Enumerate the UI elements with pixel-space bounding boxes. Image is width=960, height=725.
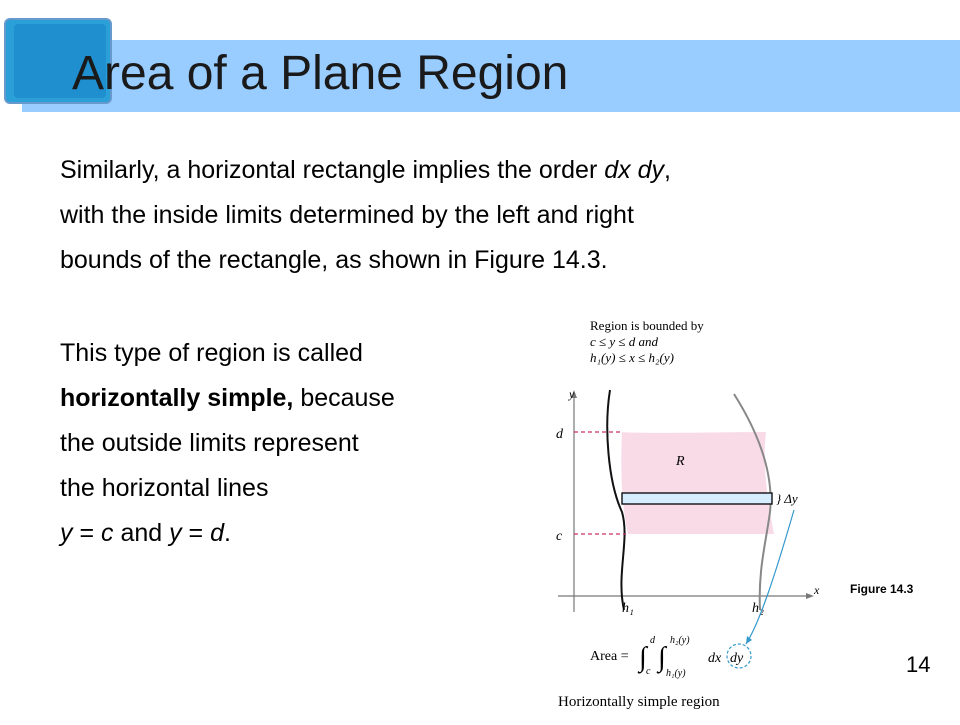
figure-14-3: [546, 312, 846, 720]
var-y: y: [169, 519, 182, 547]
text-run: =: [181, 519, 211, 547]
figure-caption: Figure 14.3: [850, 582, 914, 596]
integral-inner-lower: h₁(y): [666, 668, 686, 679]
x-axis-arrow: [806, 593, 814, 599]
paragraph-1-line-1: [60, 148, 860, 193]
paragraph-2-line-1: This type of region is called: [60, 339, 363, 367]
paragraph-2-line-5: [60, 511, 500, 556]
var-y: y: [60, 519, 73, 547]
slide-title: Area of a Plane Region: [72, 47, 569, 100]
integral-inner: ∫: [658, 642, 666, 673]
dy-term: dy: [730, 651, 744, 666]
paragraph-1-line-3: bounds of the rectangle, as shown in Figure 14.3.: [60, 246, 608, 274]
text-run: ,: [663, 156, 671, 184]
label-R: R: [676, 454, 685, 469]
label-h1: h₁: [622, 601, 634, 616]
dx-dy-italic: dx dy: [604, 156, 664, 184]
label-h2: h₂: [752, 601, 764, 616]
paragraph-1-line-2: with the inside limits determined by the left and right: [60, 201, 634, 229]
figure-note-line-2: c ≤ y ≤ d and: [590, 334, 659, 349]
label-d: d: [556, 427, 563, 442]
paragraph-2-line-2: [60, 376, 500, 421]
integral-outer: ∫: [639, 642, 647, 673]
paragraph-1: [60, 148, 860, 283]
x-axis-label: x: [814, 583, 820, 597]
figure-note-line-1: Region is bounded by: [590, 318, 704, 333]
var-c: c: [101, 519, 114, 547]
paragraph-2: [60, 331, 500, 556]
region-R: [621, 432, 774, 534]
text-run: Similarly, a horizontal rectangle implies the order: [60, 156, 605, 184]
horizontal-rectangle: [622, 493, 772, 504]
page-number: 14: [906, 652, 931, 677]
text-run: =: [72, 519, 101, 547]
dx-term: dx: [708, 651, 722, 666]
paragraph-2-line-3: the outside limits represent: [60, 429, 359, 457]
text-run: .: [224, 519, 231, 547]
y-axis-label: y: [569, 387, 575, 401]
text-run: because: [293, 384, 395, 412]
integral-outer-lower: c: [646, 666, 651, 677]
bold-term: horizontally simple,: [60, 384, 294, 412]
pointer-arrowhead: [746, 636, 752, 644]
integral-outer-upper: d: [650, 635, 655, 646]
var-d: d: [210, 519, 225, 547]
label-c: c: [556, 529, 563, 544]
figure-note-line-3: h₁(y) ≤ x ≤ h₂(y): [590, 350, 674, 365]
figure-diagram: [546, 312, 846, 720]
label-delta-y: } Δy: [776, 491, 798, 506]
integral-inner-upper: h₂(y): [670, 635, 690, 646]
text-run: and: [113, 519, 170, 547]
area-label: Area =: [590, 649, 629, 664]
paragraph-2-line-4: the horizontal lines: [60, 474, 269, 502]
figure-caption-text: Horizontally simple region: [558, 694, 720, 710]
